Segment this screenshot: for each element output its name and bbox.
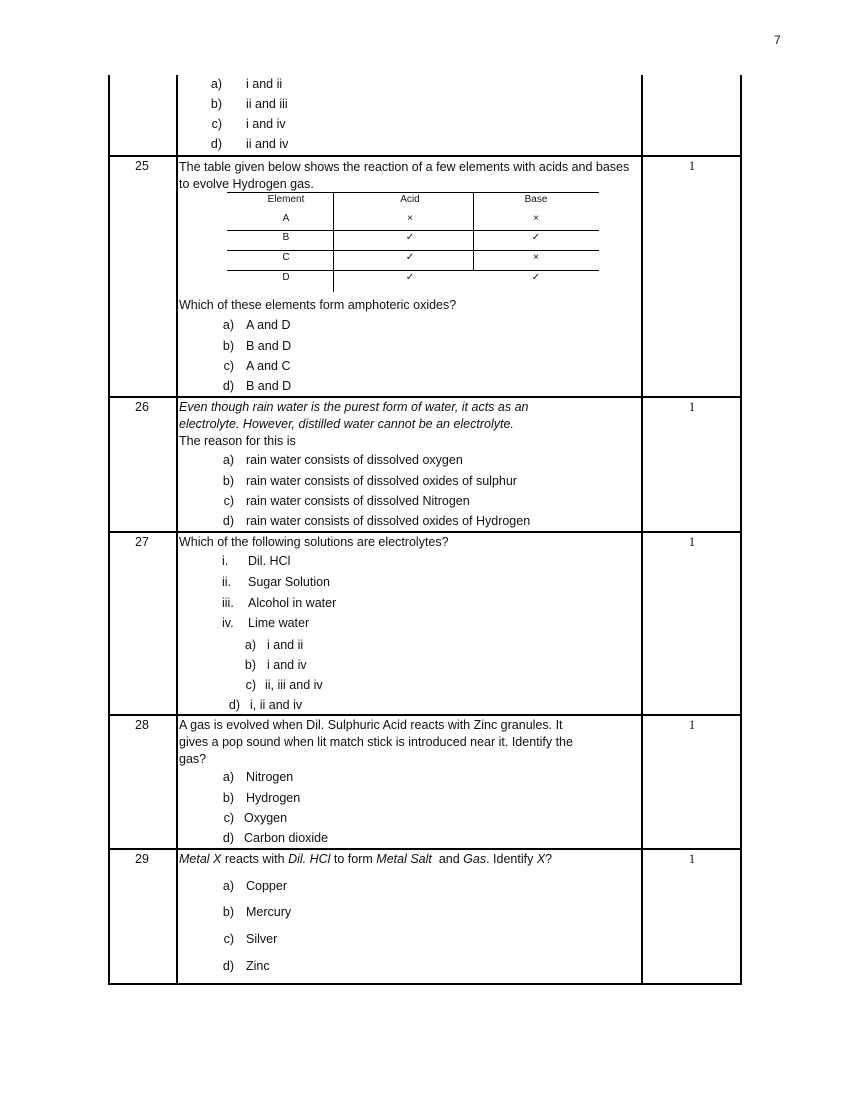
- question-text: gives a pop sound when lit match stick is introduced near it. Identify the: [179, 735, 573, 749]
- option-text: i and ii: [246, 77, 283, 91]
- question-marks: 1: [688, 535, 696, 549]
- option-label: c): [223, 494, 234, 508]
- option-text: Copper: [246, 879, 287, 893]
- column-divider: [176, 75, 178, 983]
- option-label: a): [244, 638, 256, 652]
- page-number: 7: [774, 33, 781, 47]
- option-label: b): [222, 474, 234, 488]
- header-element: Element: [267, 194, 305, 205]
- cell-element: A: [282, 213, 290, 224]
- cell-element: B: [282, 232, 290, 243]
- text-span: to form: [330, 852, 377, 866]
- question-marks: 1: [688, 718, 696, 732]
- item-label: iii.: [222, 596, 234, 610]
- cell-element: C: [282, 252, 290, 263]
- option-text: ii and iii: [246, 97, 288, 111]
- term-x: X: [536, 852, 546, 866]
- reaction-table: [227, 192, 599, 292]
- row-divider: [110, 848, 740, 850]
- item-text: Dil. HCl: [248, 554, 291, 568]
- table-row: [227, 270, 599, 290]
- option-label: a): [222, 770, 234, 784]
- question-table: [108, 75, 742, 985]
- term-metal-salt: Metal Salt: [376, 852, 432, 866]
- item-text: Alcohol in water: [248, 596, 337, 610]
- cell-base: ×: [533, 213, 539, 224]
- option-text: A and D: [246, 318, 291, 332]
- option-text: i and iv: [246, 117, 286, 131]
- cell-acid: ✓: [405, 252, 415, 263]
- option-text: i, ii and iv: [250, 698, 303, 712]
- term-metal-x: Metal X: [179, 852, 222, 866]
- cell-base: ×: [533, 252, 539, 263]
- question-marks: 1: [688, 159, 696, 173]
- option-text: Silver: [246, 932, 278, 946]
- question-text: A gas is evolved when Dil. Sulphuric Acid reacts with Zinc granules. It: [179, 718, 563, 732]
- cell-element: D: [282, 272, 290, 283]
- table-row: [227, 250, 599, 270]
- question-text: Which of the following solutions are electrolytes?: [179, 535, 449, 549]
- option-label: a): [222, 453, 234, 467]
- row-divider: [110, 531, 740, 533]
- option-label: b): [222, 339, 234, 353]
- question-marks: 1: [688, 852, 696, 866]
- table-header-row: [227, 192, 599, 212]
- option-text: rain water consists of dissolved oxides of Hydrogen: [246, 514, 531, 528]
- option-label: b): [210, 97, 222, 111]
- header-base: Base: [524, 194, 548, 205]
- option-text: B and D: [246, 339, 292, 353]
- option-text: i and iv: [267, 658, 307, 672]
- option-text: i and ii: [267, 638, 304, 652]
- question-marks: 1: [688, 400, 696, 414]
- question-text: Even though rain water is the purest form of water, it acts as an: [179, 400, 529, 414]
- option-text: Hydrogen: [246, 791, 301, 805]
- option-label: d): [228, 698, 240, 712]
- question-prompt: Which of these elements form amphoteric oxides?: [179, 298, 457, 312]
- question-number: 26: [135, 400, 149, 414]
- term-gas: Gas: [463, 852, 487, 866]
- cell-base: ✓: [531, 272, 541, 283]
- option-text: rain water consists of dissolved oxides of sulphur: [246, 474, 517, 488]
- option-label: d): [222, 831, 234, 845]
- option-text: Zinc: [246, 959, 270, 973]
- cell-base: ✓: [531, 232, 541, 243]
- item-label: iv.: [222, 616, 234, 630]
- header-acid: Acid: [400, 194, 420, 205]
- option-label: d): [222, 959, 234, 973]
- option-label: d): [210, 137, 222, 151]
- row-divider: [110, 396, 740, 398]
- item-label: i.: [222, 554, 229, 568]
- cell-acid: ✓: [405, 232, 415, 243]
- option-text: ii and iv: [246, 137, 289, 151]
- option-label: a): [222, 318, 234, 332]
- term-dil-hcl: Dil. HCl: [288, 852, 331, 866]
- text-span: reacts with: [221, 852, 289, 866]
- option-label: b): [244, 658, 256, 672]
- row-divider: [110, 155, 740, 157]
- option-text: A and C: [246, 359, 291, 373]
- option-text: Oxygen: [244, 811, 288, 825]
- option-text: rain water consists of dissolved Nitrogen: [246, 494, 470, 508]
- option-label: b): [222, 905, 234, 919]
- question-text: The reason for this is: [179, 434, 296, 448]
- option-label: c): [223, 359, 234, 373]
- option-text: Mercury: [246, 905, 292, 919]
- option-text: Carbon dioxide: [244, 831, 329, 845]
- row-divider: [110, 714, 740, 716]
- option-label: c): [211, 117, 222, 131]
- option-label: c): [245, 678, 256, 692]
- option-label: a): [222, 879, 234, 893]
- question-number: 25: [135, 159, 149, 173]
- option-label: c): [223, 932, 234, 946]
- cell-acid: ✓: [405, 272, 415, 283]
- option-label: c): [223, 811, 234, 825]
- question-text: The table given below shows the reaction of a few elements with acids and bases to evolve Hydrogen gas.: [179, 160, 630, 191]
- question-text: electrolyte. However, distilled water cannot be an electrolyte.: [179, 417, 514, 431]
- table-row: [227, 211, 599, 231]
- option-text: rain water consists of dissolved oxygen: [246, 453, 463, 467]
- question-number: 28: [135, 718, 149, 732]
- question-text: gas?: [179, 752, 207, 766]
- option-label: a): [210, 77, 222, 91]
- text-span: and: [431, 852, 464, 866]
- question-number: 27: [135, 535, 149, 549]
- option-text: B and D: [246, 379, 292, 393]
- column-divider: [641, 75, 643, 983]
- item-text: Sugar Solution: [248, 575, 331, 589]
- table-row: [227, 230, 599, 250]
- option-label: d): [222, 514, 234, 528]
- option-text: ii, iii and iv: [265, 678, 323, 692]
- question-text: [179, 852, 552, 867]
- option-label: d): [222, 379, 234, 393]
- cell-acid: ×: [407, 213, 413, 224]
- item-label: ii.: [222, 575, 232, 589]
- question-number: 29: [135, 852, 149, 866]
- option-text: Nitrogen: [246, 770, 294, 784]
- text-span: ?: [545, 852, 553, 866]
- text-span: . Identify: [486, 852, 537, 866]
- item-text: Lime water: [248, 616, 310, 630]
- option-label: b): [222, 791, 234, 805]
